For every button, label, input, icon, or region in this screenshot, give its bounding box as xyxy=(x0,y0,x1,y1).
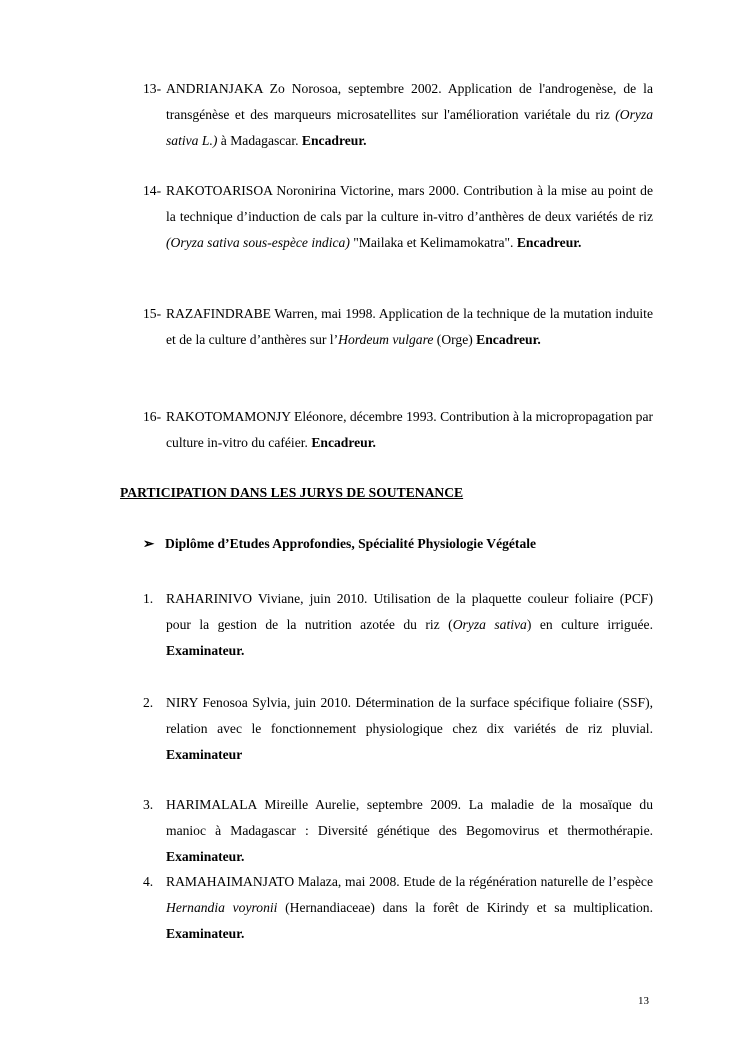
list-item-text xyxy=(166,404,653,456)
list-item-number: 3. xyxy=(143,797,154,812)
text-span: RAMAHAIMANJATO Malaza, mai 2008. Etude de la régénération naturelle de l’espèce xyxy=(166,874,653,889)
role-label: Examinateur. xyxy=(166,926,245,941)
page-number: 13 xyxy=(638,995,649,1007)
text-span: NIRY Fenosoa Sylvia, juin 2010. Détermination de la surface spécifique foliaire (SSF), relation avec le fonctionnement physiologique chez dix variétés de riz pluvial. xyxy=(166,695,653,736)
list-item-number: 4. xyxy=(143,874,154,889)
list-item xyxy=(143,301,653,353)
list-item-number: 13- xyxy=(143,81,162,96)
list-item-text xyxy=(166,869,653,947)
list-item-text xyxy=(166,586,653,664)
list-item xyxy=(143,792,653,870)
italic-text: (Oryza sativa xyxy=(166,107,653,148)
list-item xyxy=(143,178,653,256)
sub-heading xyxy=(143,536,536,552)
role-label: Examinateur xyxy=(166,747,243,762)
text-span: ) en culture irriguée. xyxy=(526,617,653,632)
role-label: Encadreur. xyxy=(516,235,582,250)
role-label: Encadreur. xyxy=(301,133,367,148)
role-label: Encadreur. xyxy=(311,435,376,450)
list-item xyxy=(143,586,653,664)
text-span: RAKOTOMAMONJY Eléonore, décembre 1993. Contribution à la micropropagation par culture in-vitro du caféier. xyxy=(166,409,654,450)
italic-text: Hordeum vulgare xyxy=(338,332,434,347)
list-item-text xyxy=(166,792,653,870)
role-label: Examinateur. xyxy=(166,849,245,864)
list-item xyxy=(143,690,653,768)
list-item-number: 14- xyxy=(143,183,162,198)
italic-text: (Oryza sativa sous-espèce indica) xyxy=(166,235,350,250)
section-heading: PARTICIPATION DANS LES JURYS DE SOUTENANCE xyxy=(120,485,464,500)
role-label: Encadreur. xyxy=(476,332,541,347)
text-span: "Mailaka et Kelimamokatra". xyxy=(349,235,517,250)
list-item-text xyxy=(166,76,653,154)
text-span: HARIMALALA Mireille Aurelie, septembre 2009. La maladie de la mosaïque du manioc à Madagascar : Diversité génétique des Begomovirus et thermothérapie. xyxy=(166,797,653,838)
text-span: (Orge) xyxy=(433,332,477,347)
text-span: RAHARINIVO Viviane, juin 2010. Utilisation de la plaquette couleur foliaire (PCF) pour la gestion de la nutrition azotée du riz ( xyxy=(166,591,653,632)
list-item-text xyxy=(166,178,653,256)
italic-text: Hernandia voyronii xyxy=(166,900,278,915)
list-item-number: 2. xyxy=(143,695,154,710)
role-label: Examinateur. xyxy=(166,643,245,658)
list-item-number: 16- xyxy=(143,409,162,424)
list-item xyxy=(143,76,653,154)
italic-text: Oryza sativa xyxy=(452,617,527,632)
sub-heading-text: Diplôme d’Etudes Approfondies, Spécialité Physiologie Végétale xyxy=(165,536,537,551)
list-item-number: 1. xyxy=(143,591,154,606)
text-span: RAZAFINDRABE Warren, mai 1998. Application de la technique de la mutation induite et de la culture d’anthères sur l’ xyxy=(166,306,653,347)
list-item-number: 15- xyxy=(143,306,162,321)
list-item-text xyxy=(166,690,653,768)
arrow-bullet-icon: ➢ xyxy=(143,536,155,551)
list-item xyxy=(143,404,653,456)
list-item-text xyxy=(166,301,653,353)
text-span: ANDRIANJAKA Zo Norosoa, septembre 2002. Application de l'androgenèse, de la transgénèse et des marqueurs microsatellites sur l'amélioration variétale du riz xyxy=(166,81,653,122)
list-item xyxy=(143,869,653,947)
text-span: à Madagascar. xyxy=(217,133,302,148)
text-span: RAKOTOARISOA Noronirina Victorine, mars 2000. Contribution à la mise au point de la technique d’induction de cals par la culture in-vitro d’anthères de deux variétés de riz xyxy=(166,183,653,224)
text-span: (Hernandiaceae) dans la forêt de Kirindy et sa multiplication. xyxy=(277,900,653,915)
italic-text: L.) xyxy=(198,133,218,148)
